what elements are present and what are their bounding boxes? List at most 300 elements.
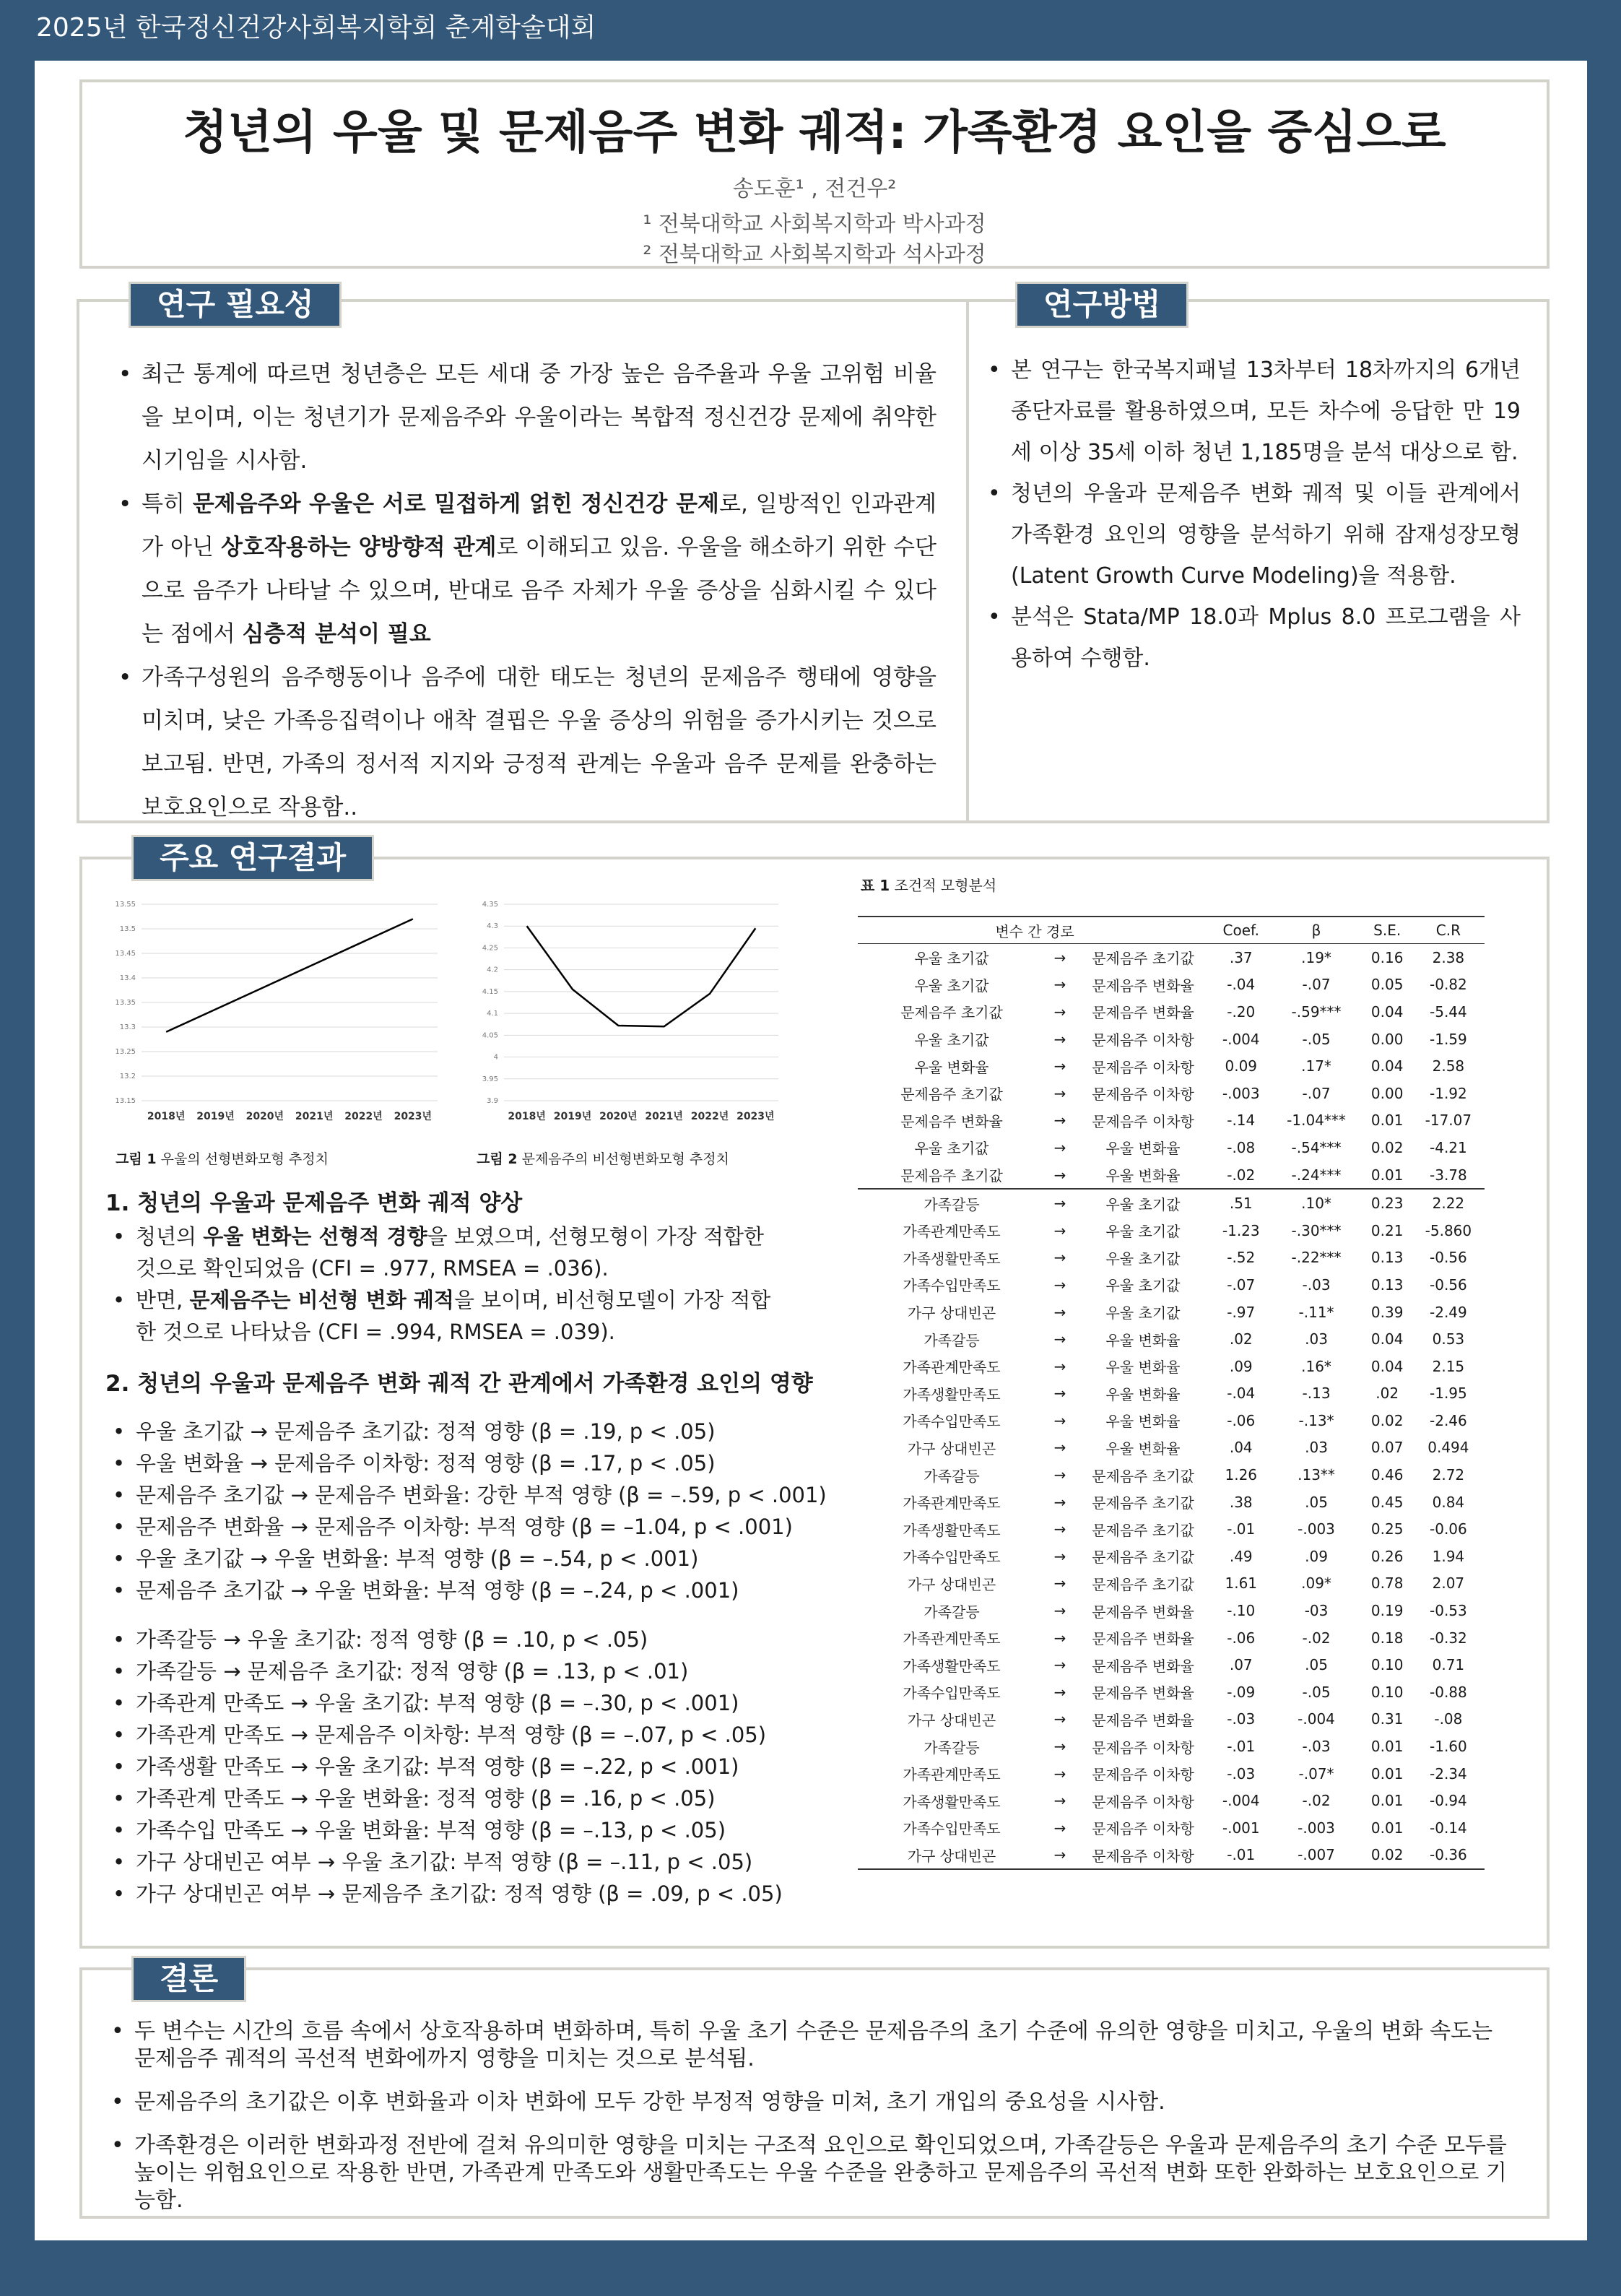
- cell-path-to: 문제음주 초기값: [1092, 1548, 1194, 1567]
- result-family-item: • 가구 상대빈곤 여부 → 우울 초기값: 부적 영향 (β = –.11, p < .05): [111, 1846, 891, 1878]
- th-cr: C.R: [1412, 917, 1485, 944]
- result-trajectory-item: [111, 1284, 790, 1348]
- table-row: [858, 944, 1485, 971]
- cell-path-from: 우울 초기값: [914, 1140, 989, 1158]
- chart-depression-linear: [108, 896, 448, 1134]
- y-tick-label: 4.35: [482, 901, 498, 909]
- cell-path-to: 우울 변화율: [1105, 1413, 1181, 1431]
- y-tick-label: 4.05: [482, 1031, 498, 1040]
- table-row: [858, 1597, 1485, 1624]
- cell-beta: .17*: [1301, 1057, 1331, 1075]
- affiliation-2: ² 전북대학교 사회복지학과 석사과정: [643, 242, 986, 267]
- x-tick-label: 2020년: [599, 1111, 638, 1122]
- cell-path-to: 우울 변화율: [1105, 1167, 1181, 1185]
- result-family-item: • 가족갈등 → 문제음주 초기값: 정적 영향 (β = .13, p < .01): [111, 1655, 891, 1687]
- cell-path-to: 우울 변화율: [1105, 1439, 1181, 1457]
- method-item: • 청년의 우울과 문제음주 변화 궤적 및 이들 관계에서 가족환경 요인의 영향을 분석하기 위해 잠재성장모형(Latent Growth Curve Modeling)을 적용함.: [986, 473, 1521, 597]
- cell-coef: -.003: [1222, 1084, 1260, 1102]
- conditional-model-table: [858, 916, 1485, 1870]
- cell-beta: -.11*: [1298, 1303, 1334, 1321]
- cell-se: 0.07: [1370, 1439, 1404, 1457]
- cell-path-to: 문제음주 초기값: [1092, 1521, 1194, 1539]
- cell-cr: -2.46: [1430, 1411, 1467, 1429]
- cell-coef: .51: [1212, 1189, 1271, 1217]
- table-row: [858, 1651, 1485, 1678]
- cell-beta: .16*: [1301, 1357, 1331, 1375]
- cell-beta: -.13*: [1298, 1411, 1334, 1429]
- cell-beta: -.30***: [1291, 1221, 1342, 1239]
- cell-se: 0.10: [1370, 1683, 1404, 1701]
- cell-path-from: 가족갈등: [924, 1603, 980, 1621]
- cell-cr: 2.07: [1432, 1574, 1465, 1593]
- cell-path-to: 문제음주 이차항: [1092, 1738, 1194, 1756]
- result-family-item: • 가족갈등 → 우울 초기값: 정적 영향 (β = .10, p < .05): [111, 1624, 891, 1655]
- y-tick-label: 4: [493, 1053, 498, 1062]
- cell-path-to: 우울 초기값: [1105, 1277, 1181, 1295]
- cell-cr: -0.56: [1430, 1275, 1467, 1294]
- y-tick-label: 13.4: [119, 974, 136, 982]
- cell-beta: -.05: [1302, 1030, 1331, 1048]
- cell-path-arrow: →: [1053, 1084, 1066, 1102]
- cell-beta: -.54***: [1291, 1138, 1342, 1156]
- cell-beta: -.003: [1298, 1819, 1335, 1837]
- table-row: [858, 1787, 1485, 1814]
- results-sub-2-list-a: [111, 1416, 891, 1606]
- cell-path-arrow: →: [1053, 976, 1066, 994]
- y-tick-label: 13.25: [115, 1048, 136, 1056]
- result-path-item: • 우울 초기값 → 문제음주 초기값: 정적 영향 (β = .19, p < .05): [111, 1416, 891, 1447]
- cell-beta: .05: [1305, 1493, 1328, 1511]
- x-tick-label: 2023년: [736, 1111, 775, 1122]
- method-item: • 분석은 Stata/MP 18.0과 Mplus 8.0 프로그램을 사용하여 수행함.: [986, 597, 1521, 679]
- result-path-item: • 우울 초기값 → 우울 변화율: 부적 영향 (β = –.54, p < .001): [111, 1543, 891, 1574]
- cell-beta: -.13: [1302, 1385, 1331, 1403]
- cell-coef: 1.26: [1225, 1466, 1258, 1484]
- table-row: [858, 1026, 1485, 1053]
- cell-se: 0.01: [1370, 1112, 1404, 1130]
- cell-path-from: 가구 상대빈곤: [907, 1711, 996, 1729]
- results-sub-1: 1. 청년의 우울과 문제음주 변화 궤적 양상: [105, 1190, 523, 1216]
- cell-path-from: 가족관계만족도: [903, 1766, 1001, 1784]
- series-line: [527, 926, 756, 1026]
- cell-se: 0.78: [1370, 1574, 1404, 1593]
- cell-beta: -.03: [1302, 1738, 1331, 1756]
- cell-path-to: 문제음주 이차항: [1092, 1766, 1194, 1784]
- table-row: [858, 1134, 1485, 1161]
- cell-path-to: 문제음주 이차항: [1092, 1031, 1194, 1049]
- table-row: [858, 1814, 1485, 1842]
- table-row: [858, 1489, 1485, 1516]
- cell-se: 0.39: [1370, 1303, 1404, 1321]
- cell-coef: -.06: [1227, 1629, 1256, 1647]
- cell-cr: -0.82: [1430, 976, 1467, 994]
- cell-path-from: 가족갈등: [924, 1331, 980, 1349]
- cell-path-to: 문제음주 변화율: [1092, 1657, 1194, 1675]
- cell-beta: -.24***: [1291, 1166, 1342, 1184]
- result-path-item: • 문제음주 초기값 → 문제음주 변화율: 강한 부적 영향 (β = –.59, p < .001): [111, 1479, 891, 1511]
- cell-cr: -0.14: [1430, 1819, 1467, 1837]
- cell-beta: .13**: [1298, 1466, 1335, 1484]
- cell-cr: 2.72: [1432, 1466, 1465, 1484]
- th-se: S.E.: [1363, 917, 1412, 944]
- x-tick-label: 2018년: [147, 1111, 186, 1122]
- figure-2-text: 문제음주의 비선형변화모형 추정치: [521, 1151, 729, 1167]
- body-text: 을 보였으며, 선형모형이 가장 적합한 것으로 확인되었음 (CFI = .977, RMSEA = .036).: [136, 1224, 765, 1281]
- method-box: [966, 299, 1550, 823]
- table-row: [858, 971, 1485, 999]
- cell-path-to: 문제음주 초기값: [1092, 950, 1194, 968]
- cell-path-to: 문제음주 초기값: [1092, 1467, 1194, 1485]
- cell-path-arrow: →: [1053, 1738, 1066, 1756]
- y-tick-label: 4.25: [482, 944, 498, 953]
- cell-coef: -.04: [1227, 1385, 1256, 1403]
- figure-1-text: 우울의 선형변화모형 추정치: [160, 1151, 329, 1167]
- cell-path-arrow: →: [1053, 1275, 1066, 1294]
- cell-coef: 0.09: [1225, 1057, 1258, 1075]
- conclusion-item: • 두 변수는 시간의 흐름 속에서 상호작용하며 변화하며, 특히 우울 초기 수준은 문제음주의 초기 수준에 유의한 영향을 미치고, 우울의 변화 속도는 문제음주 궤적의 곡선적 변화에까지 영향을 미치는 것으로 분석됨.: [110, 2018, 1518, 2073]
- cell-beta: -.007: [1271, 1842, 1363, 1870]
- cell-path-from: 가족갈등: [858, 1189, 1046, 1217]
- cell-coef: -1.23: [1222, 1221, 1260, 1239]
- cell-path-arrow: →: [1053, 1249, 1066, 1267]
- cell-se: 0.01: [1370, 1764, 1404, 1782]
- affiliation-1: ¹ 전북대학교 사회복지학과 박사과정: [643, 212, 986, 237]
- cell-coef: -.04: [1227, 976, 1256, 994]
- cell-cr: -2.49: [1430, 1303, 1467, 1321]
- cell-path-arrow: →: [1053, 1166, 1066, 1184]
- cell-path-from: 가족생활만족도: [903, 1657, 1001, 1675]
- cell-coef: .49: [1229, 1547, 1253, 1565]
- result-family-item: • 가족수입 만족도 → 우울 변화율: 부적 영향 (β = –.13, p < .05): [111, 1814, 891, 1846]
- cell-path-from: 가구 상대빈곤: [907, 1575, 996, 1593]
- cell-path-from: 가족수입만족도: [903, 1548, 1001, 1567]
- cell-coef: .07: [1229, 1656, 1253, 1674]
- cell-se: 0.10: [1370, 1656, 1404, 1674]
- figure-1-label: 그림 1: [116, 1151, 157, 1167]
- cell-path-from: 가족수입만족도: [903, 1684, 1001, 1702]
- cell-cr: -2.34: [1430, 1764, 1467, 1782]
- cell-path-to: 문제음주 이차항: [1092, 1112, 1194, 1130]
- cell-path-to: 우울 변화율: [1105, 1359, 1181, 1377]
- cell-se: 0.04: [1370, 1002, 1404, 1021]
- cell-path-to: 문제음주 이차항: [1092, 1086, 1194, 1104]
- cell-path-arrow: →: [1053, 1547, 1066, 1565]
- cell-beta: .09: [1305, 1547, 1328, 1565]
- cell-beta: -.07*: [1298, 1764, 1334, 1782]
- cell-beta: -.003: [1298, 1520, 1335, 1538]
- series-line: [166, 919, 413, 1031]
- cell-beta: -.004: [1298, 1710, 1335, 1728]
- cell-path-arrow: →: [1053, 1221, 1066, 1239]
- cell-path-from: 가족수입만족도: [903, 1820, 1001, 1838]
- method-header: 연구방법: [1015, 282, 1188, 328]
- cell-coef: -.20: [1227, 1002, 1256, 1021]
- cell-path-arrow: →: [1053, 1057, 1066, 1075]
- table-row: [858, 1244, 1485, 1272]
- table-row: [858, 1217, 1485, 1244]
- cell-se: 0.18: [1370, 1629, 1404, 1647]
- cell-cr: -1.92: [1430, 1084, 1467, 1102]
- cell-se: 0.25: [1370, 1520, 1404, 1538]
- table-row: [858, 1515, 1485, 1543]
- x-tick-label: 2020년: [245, 1111, 284, 1122]
- x-tick-label: 2018년: [508, 1111, 546, 1122]
- cell-se: 0.26: [1370, 1547, 1404, 1565]
- table-row: [858, 1380, 1485, 1408]
- results-sub-2: 2. 청년의 우울과 문제음주 변화 궤적 간 관계에서 가족환경 요인의 영향: [105, 1371, 813, 1397]
- y-tick-label: 13.35: [115, 999, 136, 1007]
- cell-se: 0.04: [1370, 1357, 1404, 1375]
- cell-path-arrow: →: [1053, 1002, 1066, 1021]
- cell-se: 0.02: [1363, 1842, 1412, 1870]
- cell-cr: -5.44: [1430, 1002, 1467, 1021]
- figure-2-caption: [477, 1148, 729, 1168]
- cell-beta: .03: [1305, 1439, 1328, 1457]
- result-family-item: • 가구 상대빈곤 여부 → 문제음주 초기값: 정적 영향 (β = .09, p < .05): [111, 1878, 891, 1910]
- cell-path-to: 우울 변화율: [1105, 1385, 1181, 1403]
- cell-cr: 2.15: [1432, 1357, 1465, 1375]
- cell-coef: -.08: [1227, 1138, 1256, 1156]
- cell-coef: -.004: [1222, 1792, 1260, 1810]
- cell-path-arrow: →: [1053, 1138, 1066, 1156]
- table-row: [858, 1624, 1485, 1652]
- cell-beta: -.59***: [1291, 1002, 1342, 1021]
- cell-path-arrow: →: [1053, 1656, 1066, 1674]
- y-tick-label: 13.15: [115, 1097, 136, 1105]
- cell-se: 0.01: [1370, 1166, 1404, 1184]
- y-tick-label: 13.2: [119, 1073, 136, 1080]
- necessity-item: [117, 352, 936, 482]
- cell-se: 0.05: [1370, 976, 1404, 994]
- cell-path-from: 가족관계만족도: [903, 1223, 1001, 1241]
- cell-path-from: 가족생활만족도: [903, 1385, 1001, 1403]
- cell-path-to: 문제음주 변화율: [1092, 1004, 1194, 1022]
- cell-se: 0.21: [1370, 1221, 1404, 1239]
- cell-path-from: 가구 상대빈곤: [907, 1439, 996, 1457]
- cell-cr: 0.84: [1432, 1493, 1465, 1511]
- result-path-item: • 우울 변화율 → 문제음주 이차항: 정적 영향 (β = .17, p < .05): [111, 1447, 891, 1479]
- cell-coef: -.01: [1227, 1738, 1256, 1756]
- cell-cr: -0.88: [1430, 1683, 1467, 1701]
- cell-beta: .05: [1305, 1656, 1328, 1674]
- cell-path-arrow: →: [1053, 1819, 1066, 1837]
- y-tick-label: 13.5: [119, 925, 136, 933]
- results-header: 주요 연구결과: [131, 835, 374, 881]
- x-tick-label: 2022년: [690, 1111, 729, 1122]
- cell-beta: -.22***: [1291, 1249, 1342, 1267]
- table-title: [861, 874, 996, 895]
- table-row: [858, 1325, 1485, 1353]
- cell-se: 0.19: [1370, 1602, 1404, 1620]
- table-row: [858, 1678, 1485, 1706]
- cell-path-arrow: →: [1053, 1683, 1066, 1701]
- body-text: 청년의: [136, 1224, 204, 1249]
- table-row: [858, 1407, 1485, 1434]
- cell-path-arrow: →: [1046, 1842, 1074, 1870]
- cell-cr: 2.58: [1432, 1057, 1465, 1075]
- cell-beta: -.03: [1302, 1275, 1331, 1294]
- cell-cr: -.08: [1434, 1710, 1463, 1728]
- cell-path-arrow: →: [1053, 1439, 1066, 1457]
- title-box: [79, 79, 1550, 269]
- cell-path-to: 문제음주 이차항: [1092, 1058, 1194, 1076]
- cell-path-from: 가족관계만족도: [903, 1630, 1001, 1648]
- table-row: [858, 1189, 1485, 1217]
- cell-path-arrow: →: [1053, 1520, 1066, 1538]
- cell-beta: .10*: [1271, 1189, 1363, 1217]
- cell-path-to: 문제음주 초기값: [1092, 1494, 1194, 1512]
- conclusion-header: 결론: [131, 1956, 246, 2002]
- cell-path-arrow: →: [1053, 1792, 1066, 1810]
- cell-path-to: 우울 초기값: [1074, 1189, 1212, 1217]
- table-row: [858, 1271, 1485, 1299]
- y-tick-label: 3.95: [482, 1075, 498, 1083]
- body-text: 을 보이며, 비선형모델이 가장 적합한 것으로 나타났음 (CFI = .994, RMSEA = .039).: [136, 1288, 771, 1344]
- cell-path-arrow: →: [1053, 1574, 1066, 1593]
- cell-path-from: 가족갈등: [924, 1738, 980, 1756]
- result-trajectory-item: [111, 1221, 790, 1284]
- cell-path-to: 문제음주 이차항: [1092, 1793, 1194, 1811]
- cell-path-arrow: →: [1053, 1764, 1066, 1782]
- cell-se: 0.01: [1370, 1819, 1404, 1837]
- cell-cr: -0.06: [1430, 1520, 1467, 1538]
- cell-beta: -.05: [1302, 1683, 1331, 1701]
- table-row: [858, 1842, 1485, 1870]
- cell-path-from: 문제음주 변화율: [900, 1112, 1003, 1130]
- cell-coef: -.14: [1227, 1112, 1256, 1130]
- y-tick-label: 4.2: [487, 966, 498, 974]
- cell-se: 0.45: [1370, 1493, 1404, 1511]
- cell-coef: -.52: [1227, 1249, 1256, 1267]
- cell-cr: -17.07: [1425, 1112, 1472, 1130]
- x-tick-label: 2019년: [196, 1111, 235, 1122]
- cell-path-arrow: →: [1053, 1602, 1066, 1620]
- y-tick-label: 13.45: [115, 950, 136, 958]
- cell-path-from: 가구 상대빈곤: [858, 1842, 1046, 1870]
- table-row: [858, 998, 1485, 1026]
- cell-se: .02: [1376, 1385, 1399, 1403]
- cell-path-from: 문제음주 초기값: [900, 1086, 1003, 1104]
- x-tick-label: 2022년: [344, 1111, 383, 1122]
- table-row: [858, 1543, 1485, 1570]
- cell-coef: 1.61: [1225, 1574, 1258, 1593]
- cell-cr: -1.59: [1430, 1030, 1467, 1048]
- method-item: • 본 연구는 한국복지패널 13차부터 18차까지의 6개년 종단자료를 활용하였으며, 모든 차수에 응답한 만 19세 이상 35세 이하 청년 1,185명을 분석 대상으로 함.: [986, 350, 1521, 473]
- cell-path-from: 가족생활만족도: [903, 1521, 1001, 1539]
- cell-coef: .02: [1229, 1330, 1253, 1348]
- cell-se: 0.31: [1370, 1710, 1404, 1728]
- authors: 송도훈¹ , 전건우²: [732, 176, 897, 202]
- cell-coef: -.97: [1227, 1303, 1256, 1321]
- cell-se: 0.02: [1370, 1138, 1404, 1156]
- cell-path-from: 문제음주 초기값: [900, 1004, 1003, 1022]
- result-family-item: • 가족관계 만족도 → 우울 변화율: 정적 영향 (β = .16, p < .05): [111, 1782, 891, 1814]
- table-row: [858, 1733, 1485, 1760]
- cell-beta: .19*: [1301, 948, 1331, 966]
- cell-coef: .09: [1229, 1357, 1253, 1375]
- cell-coef: .04: [1229, 1439, 1253, 1457]
- cell-path-from: 우울 초기값: [914, 1031, 989, 1049]
- result-family-item: • 가족생활 만족도 → 우울 초기값: 부적 영향 (β = –.22, p < .001): [111, 1751, 891, 1782]
- cell-cr: -5.860: [1425, 1221, 1472, 1239]
- cell-path-arrow: →: [1053, 948, 1066, 966]
- cell-coef: -.09: [1227, 1683, 1256, 1701]
- body-text: 로, 일방적인 인과관계가 아닌: [142, 491, 936, 560]
- cell-path-arrow: →: [1053, 1030, 1066, 1048]
- cell-path-to: 문제음주 초기값: [1092, 1575, 1194, 1593]
- cell-coef: -.03: [1227, 1764, 1256, 1782]
- cell-path-from: 가족관계만족도: [903, 1494, 1001, 1512]
- cell-path-arrow: →: [1053, 1303, 1066, 1321]
- figure-1-caption: [116, 1148, 329, 1168]
- affiliations: [82, 209, 1547, 270]
- conclusion-item: • 문제음주의 초기값은 이후 변화율과 이차 변화에 모두 강한 부정적 영향을 미쳐, 초기 개입의 중요성을 시사함.: [110, 2089, 1518, 2116]
- x-tick-label: 2023년: [394, 1111, 433, 1122]
- cell-cr: 0.494: [1427, 1439, 1469, 1457]
- cell-path-from: 우울 초기값: [914, 950, 989, 968]
- cell-cr: -3.78: [1430, 1166, 1467, 1184]
- cell-path-to: 우울 초기값: [1105, 1223, 1181, 1241]
- cell-path-arrow: →: [1046, 1189, 1074, 1217]
- cell-path-to: 우울 초기값: [1105, 1249, 1181, 1268]
- results-sub-2-list-b: [111, 1624, 891, 1910]
- body-text: 반면,: [136, 1288, 190, 1312]
- table-row: [858, 1107, 1485, 1135]
- cell-path-from: 우울 변화율: [914, 1058, 989, 1076]
- cell-cr: 0.71: [1432, 1656, 1465, 1674]
- cell-path-from: 우울 초기값: [914, 976, 989, 995]
- cell-se: 0.02: [1370, 1411, 1404, 1429]
- y-tick-label: 4.15: [482, 987, 498, 996]
- cell-path-arrow: →: [1053, 1411, 1066, 1429]
- emphasis-text: 우울 변화는 선형적 경향: [203, 1224, 427, 1249]
- table-label: 표 1: [861, 877, 890, 894]
- cell-coef: -.01: [1212, 1842, 1271, 1870]
- table-row: [858, 1353, 1485, 1380]
- cell-beta: -1.04***: [1287, 1112, 1346, 1130]
- cell-beta: .03: [1305, 1330, 1328, 1348]
- emphasis-text: 상호작용하는 양방향적 관계: [221, 534, 497, 560]
- cell-path-from: 가족수입만족도: [903, 1277, 1001, 1295]
- cell-coef: -.01: [1227, 1520, 1256, 1538]
- figure-2-label: 그림 2: [477, 1151, 518, 1167]
- method-list: [986, 350, 1521, 679]
- cell-se: 0.46: [1370, 1466, 1404, 1484]
- y-tick-label: 4.3: [487, 922, 498, 931]
- x-tick-label: 2021년: [295, 1111, 334, 1122]
- conclusion-list: [110, 2018, 1518, 2230]
- table-title-text: 조건적 모형분석: [894, 877, 997, 894]
- cell-path-from: 가족생활만족도: [903, 1793, 1001, 1811]
- cell-coef: .38: [1229, 1493, 1253, 1511]
- cell-cr: -1.60: [1430, 1738, 1467, 1756]
- body-text: 가족구성원의 음주행동이나 음주에 대한 태도는 청년의 문제음주 행태에 영향을 미치며, 낮은 가족응집력이나 애착 결핍은 우울 증상의 위험을 증가시키는 것으로 보고됨. 반면, 가족의 정서적 지지와 긍정적 관계는 우울과 음주 문제를 완충하는 보호요인으로 작용함..: [142, 664, 936, 820]
- cell-path-from: 가족갈등: [924, 1467, 980, 1485]
- cell-se: 0.23: [1363, 1189, 1412, 1217]
- cell-path-to: 문제음주 변화율: [1092, 1630, 1194, 1648]
- cell-se: 0.01: [1370, 1738, 1404, 1756]
- cell-beta: -.07: [1302, 976, 1331, 994]
- table-row: [858, 1760, 1485, 1788]
- cell-beta: -03: [1304, 1602, 1329, 1620]
- necessity-list: [117, 352, 936, 829]
- emphasis-text: 심층적 분석이 필요: [242, 621, 431, 647]
- conclusion-item: • 가족환경은 이러한 변화과정 전반에 걸쳐 유의미한 영향을 미치는 구조적 요인으로 확인되었으며, 가족갈등은 우울과 문제음주의 초기 수준 모두를 높이는 위험요인으로 작용한 반면, 가족관계 만족도와 생활만족도는 우울 수준을 완충하고 문제음주의 곡선적 변화 또한 완화하는 보호요인으로 기능함.: [110, 2132, 1518, 2214]
- cell-path-to: 우울 변화율: [1105, 1140, 1181, 1158]
- table-row: [858, 1434, 1485, 1462]
- cell-coef: -.004: [1222, 1030, 1260, 1048]
- table-row: [858, 1461, 1485, 1489]
